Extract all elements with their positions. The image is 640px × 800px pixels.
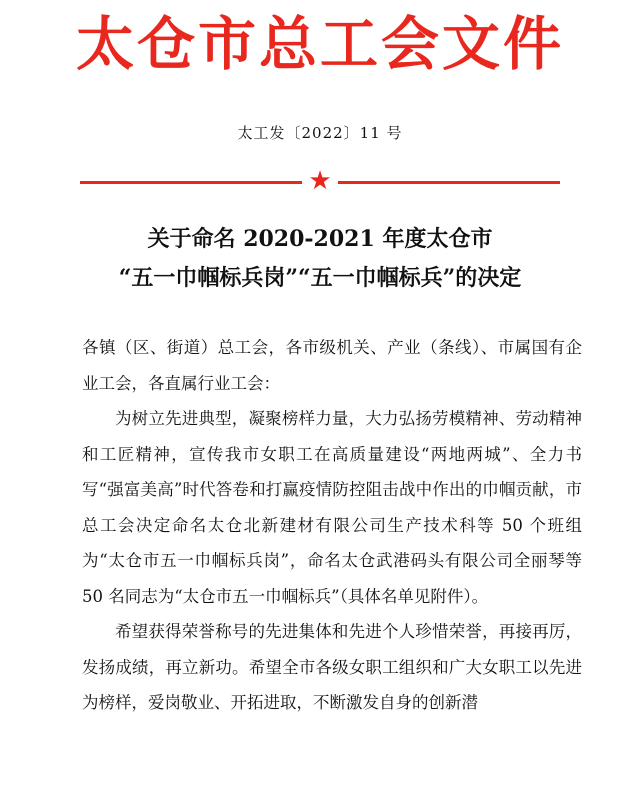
- document-title-line-1: 关于命名 2020-2021 年度太仓市: [147, 226, 493, 252]
- document-masthead-title: 太仓市总工会文件: [75, 10, 564, 78]
- divider-line-left: [80, 181, 302, 184]
- body-paragraph-2: 希望获得荣誉称号的先进集体和先进个人珍惜荣誉，再接再厉，发扬成绩，再立新功。希望全市各级女职工组织和广大女职工以先进为榜样，爱岗敬业、开拓进取，不断激发自身的创新潜: [82, 622, 582, 712]
- body-paragraph-1: 为树立先进典型，凝聚榜样力量，大力弘扬劳模精神、劳动精神和工匠精神，宣传我市女职工在高质量建设“两地两城”、全力书写“强富美高”时代答卷和打赢疫情防控阻击战中作出的巾帼贡献，市总工会决定命名太仓北新建材有限公司生产技术科等 50 个班组为“太仓市五一巾帼标兵岗”，命名太仓武港码头有限公司全丽琴等 50 名同志为“太仓市五一巾帼标兵”（具体名单见附件）。: [82, 409, 582, 606]
- header-divider: [80, 166, 560, 196]
- document-title-line-2: “五一巾帼标兵岗”“五一巾帼标兵”的决定: [118, 265, 522, 291]
- addressee: 各镇（区、街道）总工会，各市级机关、产业（条线）、市属国有企业工会，各直属行业工会：: [82, 338, 582, 393]
- star-icon: ★: [308, 166, 332, 196]
- document-body: [82, 330, 582, 721]
- divider-line-right: [338, 181, 560, 184]
- document-number: 太工发〔2022〕11 号: [237, 124, 403, 142]
